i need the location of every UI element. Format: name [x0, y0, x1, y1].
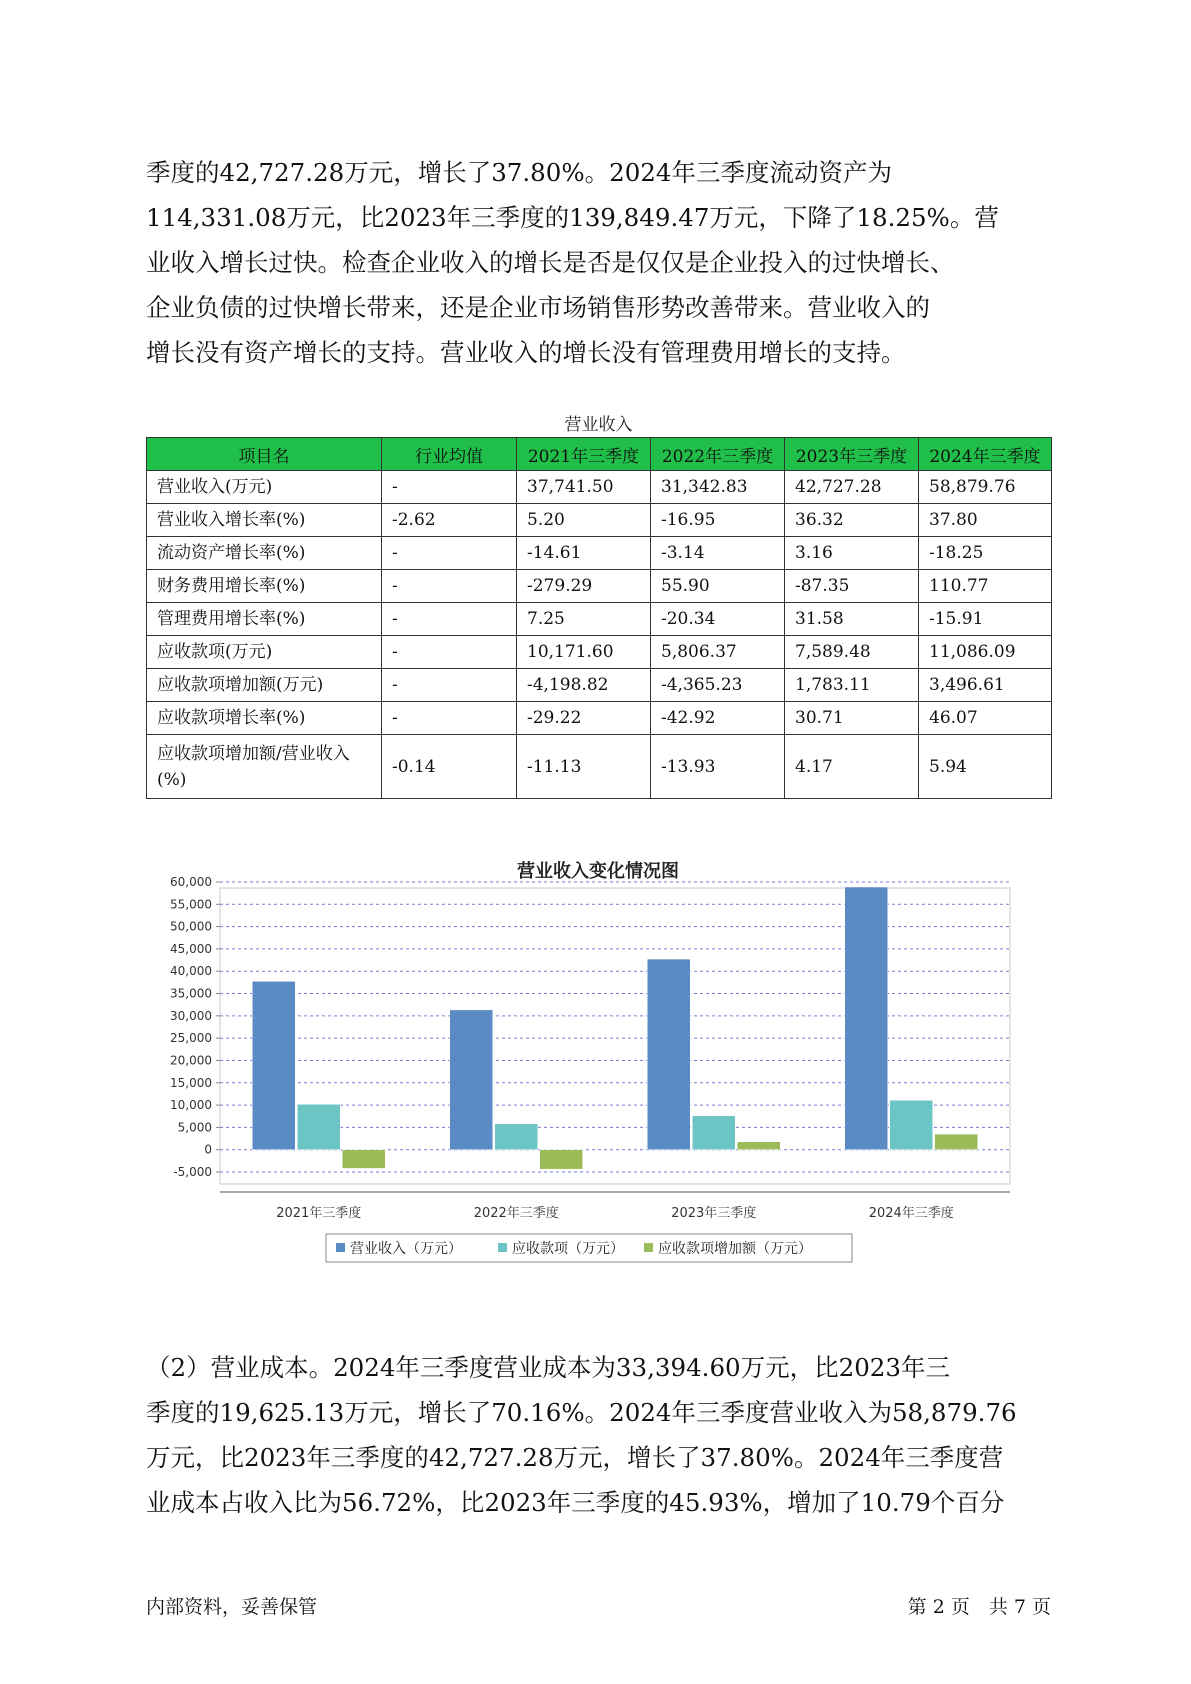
table-cell: 3.16: [785, 537, 919, 570]
table-cell: 36.32: [785, 504, 919, 537]
table-row: [147, 570, 1052, 603]
y-tick-label: 15,000: [170, 1075, 212, 1090]
table-row: [147, 603, 1052, 636]
table-cell: 31.58: [785, 603, 919, 636]
body-paragraph-2: [146, 1345, 1051, 1525]
row-label-cell: 应收款项增加额/营业收入(%): [147, 735, 382, 799]
row-label-cell: 应收款项(万元): [147, 636, 382, 669]
table-cell: -0.14: [382, 735, 517, 799]
table-caption: 营业收入: [564, 415, 633, 435]
table-cell: -42.92: [651, 702, 785, 735]
table-row: [147, 504, 1052, 537]
table-cell: 5.20: [517, 504, 651, 537]
table-header-row: [147, 438, 1052, 471]
paragraph-line: 季度的19,625.13万元，增长了70.16%。2024年三季度营业收入为58,879.76: [146, 1398, 1017, 1427]
paragraph-line: 业收入增长过快。检查企业收入的增长是否是仅仅是企业投入的过快增长、: [146, 248, 955, 277]
table-cell: -: [382, 537, 517, 570]
y-tick-label: 30,000: [170, 1008, 212, 1023]
x-tick-label: 2024年三季度: [868, 1206, 954, 1221]
row-label-cell: 营业收入增长率(%): [147, 504, 382, 537]
chart-title: 营业收入变化情况图: [517, 861, 679, 882]
table-header-cell: 2024年三季度: [919, 438, 1052, 471]
bar: [890, 1100, 933, 1149]
table-header-cell: 2023年三季度: [785, 438, 919, 471]
table-cell: 5,806.37: [651, 636, 785, 669]
row-label-cell: 应收款项增加额(万元): [147, 669, 382, 702]
y-tick-label: 55,000: [170, 897, 212, 912]
bar: [252, 981, 295, 1149]
table-cell: -: [382, 471, 517, 504]
table-row: [147, 669, 1052, 702]
table-row: [147, 537, 1052, 570]
paragraph-line: 季度的42,727.28万元，增长了37.80%。2024年三季度流动资产为: [146, 158, 892, 187]
y-tick-label: -5,000: [173, 1165, 212, 1179]
y-tick-label: 40,000: [170, 964, 212, 979]
y-tick-label: 45,000: [170, 941, 212, 956]
table-cell: 3,496.61: [919, 669, 1052, 702]
table-header-cell: 项目名: [147, 438, 382, 471]
legend-swatch: [336, 1243, 345, 1252]
bar: [495, 1124, 538, 1150]
paragraph-line: 企业负债的过快增长带来，还是企业市场销售形势改善带来。营业收入的: [146, 293, 930, 322]
legend-label: 应收款项增加额（万元）: [658, 1241, 812, 1257]
table-cell: -: [382, 570, 517, 603]
row-label-cell: 应收款项增长率(%): [147, 702, 382, 735]
legend-label: 营业收入（万元）: [350, 1241, 462, 1257]
table-header-cell: 2022年三季度: [651, 438, 785, 471]
table-row: [147, 735, 1052, 799]
table-cell: 58,879.76: [919, 471, 1052, 504]
table-cell: -4,365.23: [651, 669, 785, 702]
table-cell: 42,727.28: [785, 471, 919, 504]
table-cell: 7.25: [517, 603, 651, 636]
x-tick-label: 2023年三季度: [671, 1206, 757, 1221]
footer-note: 内部资料，妥善保管: [146, 1596, 318, 1618]
table-row: [147, 471, 1052, 504]
y-tick-label: 20,000: [170, 1053, 212, 1068]
y-tick-label: 50,000: [170, 919, 212, 934]
page-number: 第 2 页 共 7 页: [907, 1596, 1051, 1618]
paragraph-line: 增长没有资产增长的支持。营业收入的增长没有管理费用增长的支持。: [146, 338, 906, 367]
table-cell: -87.35: [785, 570, 919, 603]
y-tick-label: 0: [204, 1142, 212, 1157]
bar: [935, 1134, 978, 1150]
y-tick-label: 5,000: [177, 1120, 212, 1135]
row-label-cell: 管理费用增长率(%): [147, 603, 382, 636]
revenue-table: [146, 437, 1052, 799]
table-cell: 7,589.48: [785, 636, 919, 669]
table-cell: 30.71: [785, 702, 919, 735]
table-cell: -4,198.82: [517, 669, 651, 702]
table-row: [147, 702, 1052, 735]
revenue-bar-chart: [146, 850, 1051, 1310]
table-cell: 110.77: [919, 570, 1052, 603]
paragraph-line: 业成本占收入比为56.72%，比2023年三季度的45.93%，增加了10.79个百分: [146, 1488, 1005, 1517]
table-cell: -18.25: [919, 537, 1052, 570]
table-cell: 10,171.60: [517, 636, 651, 669]
y-tick-label: 60,000: [170, 875, 212, 889]
table-cell: 11,086.09: [919, 636, 1052, 669]
table-cell: -3.14: [651, 537, 785, 570]
y-tick-label: 10,000: [170, 1098, 212, 1113]
table-cell: 55.90: [651, 570, 785, 603]
legend-swatch: [644, 1243, 653, 1252]
table-cell: -: [382, 669, 517, 702]
table-cell: 46.07: [919, 702, 1052, 735]
table-cell: -: [382, 636, 517, 669]
table-cell: -279.29: [517, 570, 651, 603]
table-header-cell: 2021年三季度: [517, 438, 651, 471]
bar: [845, 887, 888, 1150]
body-paragraph-1: [146, 150, 1051, 375]
table-cell: 31,342.83: [651, 471, 785, 504]
table-cell: 37,741.50: [517, 471, 651, 504]
table-cell: -11.13: [517, 735, 651, 799]
table-cell: -16.95: [651, 504, 785, 537]
row-label-cell: 营业收入(万元): [147, 471, 382, 504]
bar: [297, 1104, 340, 1149]
y-tick-label: 35,000: [170, 986, 212, 1001]
table-cell: 1,783.11: [785, 669, 919, 702]
table-cell: -15.91: [919, 603, 1052, 636]
bar: [692, 1116, 735, 1150]
table-cell: -2.62: [382, 504, 517, 537]
table-cell: 5.94: [919, 735, 1052, 799]
row-label-cell: 财务费用增长率(%): [147, 570, 382, 603]
legend-swatch: [498, 1243, 507, 1252]
y-tick-label: 25,000: [170, 1031, 212, 1046]
table-cell: -20.34: [651, 603, 785, 636]
paragraph-line: 万元，比2023年三季度的42,727.28万元，增长了37.80%。2024年三季度营: [146, 1443, 1004, 1472]
table-cell: -29.22: [517, 702, 651, 735]
row-label-cell: 流动资产增长率(%): [147, 537, 382, 570]
bar: [540, 1150, 583, 1169]
bar: [647, 959, 690, 1150]
table-cell: -13.93: [651, 735, 785, 799]
paragraph-line: （2）营业成本。2024年三季度营业成本为33,394.60万元，比2023年三: [146, 1353, 950, 1382]
bar: [342, 1150, 385, 1169]
table-cell: 4.17: [785, 735, 919, 799]
legend-label: 应收款项（万元）: [512, 1241, 624, 1257]
bar: [450, 1010, 493, 1150]
table-cell: -14.61: [517, 537, 651, 570]
x-tick-label: 2022年三季度: [473, 1206, 559, 1221]
table-row: [147, 636, 1052, 669]
table-cell: -: [382, 603, 517, 636]
table-header-cell: 行业均值: [382, 438, 517, 471]
paragraph-line: 114,331.08万元，比2023年三季度的139,849.47万元，下降了18.25%。营: [146, 203, 999, 232]
table-cell: -: [382, 702, 517, 735]
x-tick-label: 2021年三季度: [276, 1206, 362, 1221]
table-cell: 37.80: [919, 504, 1052, 537]
bar: [737, 1142, 780, 1150]
